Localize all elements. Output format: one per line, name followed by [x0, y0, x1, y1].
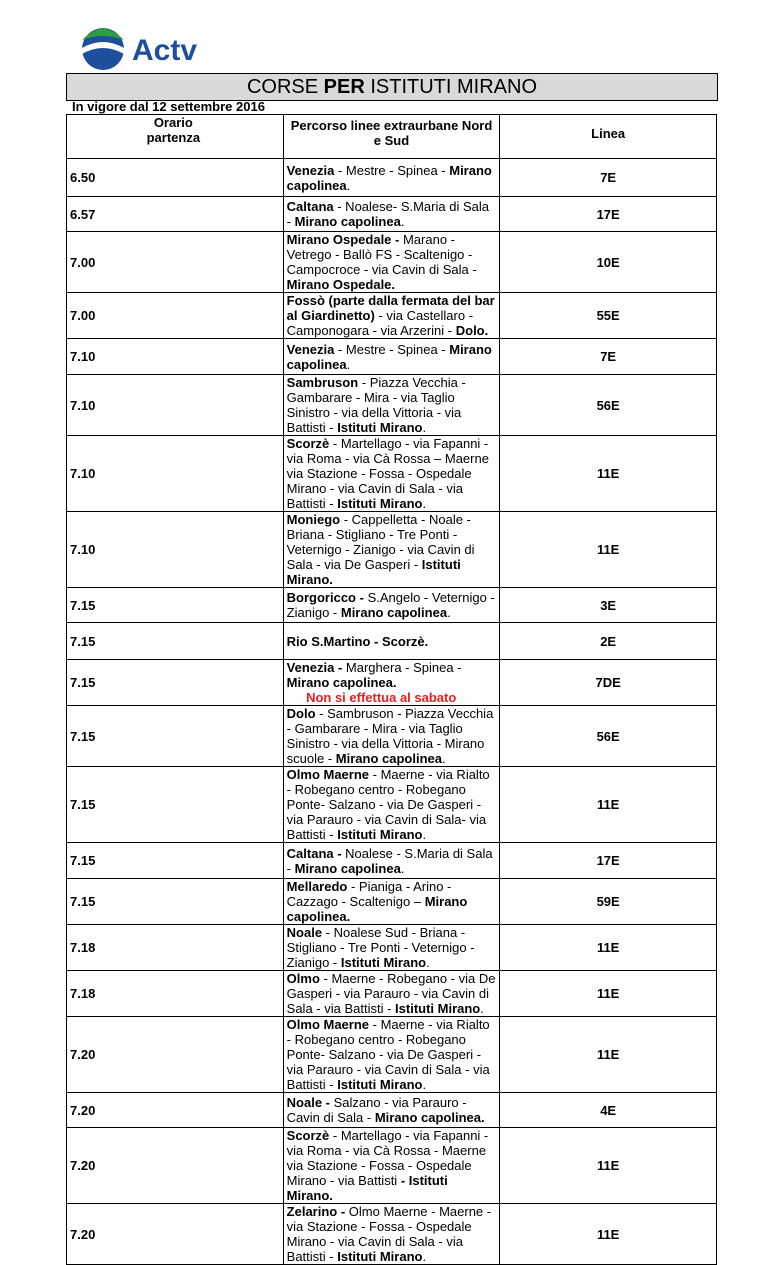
table-row [67, 197, 717, 232]
table-row [67, 925, 717, 971]
col-line-header: Linea [500, 115, 717, 159]
route-description: Scorzè - Martellago - via Fapanni - via Roma - via Cà Rossa – Maerne via Stazione - Fossa - Ospedale Mirano - via Cavin di Sala - via Battisti - Istituti Mirano. [283, 436, 500, 512]
table-row [67, 375, 717, 436]
timetable [66, 114, 717, 1265]
line-code: 56E [500, 706, 717, 767]
departure-time: 7.20 [67, 1017, 284, 1093]
route-description: Rio S.Martino - Scorzè. [283, 623, 500, 660]
table-row [67, 159, 717, 197]
departure-time: 7.18 [67, 971, 284, 1017]
table-row [67, 512, 717, 588]
route-description: Olmo Maerne - Maerne - via Rialto - Robegano centro - Robegano Ponte- Salzano - via De Gasperi - via Parauro - via Cavin di Sala - via Battisti - Istituti Mirano. [283, 1017, 500, 1093]
table-row [67, 293, 717, 339]
departure-time: 7.15 [67, 767, 284, 843]
route-description: Sambruson - Piazza Vecchia - Gambarare - Mira - via Taglio Sinistro - via della Vittoria - via Battisti - Istituti Mirano. [283, 375, 500, 436]
departure-time: 7.15 [67, 588, 284, 623]
table-row [67, 767, 717, 843]
departure-time: 6.50 [67, 159, 284, 197]
departure-time: 7.10 [67, 339, 284, 375]
table-row [67, 843, 717, 879]
line-code: 55E [500, 293, 717, 339]
route-description: Mellaredo - Pianiga - Arino - Cazzago - Scaltenigo – Mirano capolinea. [283, 879, 500, 925]
departure-time: 7.15 [67, 879, 284, 925]
line-code: 59E [500, 879, 717, 925]
route-description: Venezia - Mestre - Spinea - Mirano capolinea. [283, 159, 500, 197]
table-row [67, 660, 717, 706]
route-description: Olmo Maerne - Maerne - via Rialto - Robegano centro - Robegano Ponte- Salzano - via De Gasperi - via Parauro - via Cavin di Sala- via Battisti - Istituti Mirano. [283, 767, 500, 843]
departure-time: 7.10 [67, 512, 284, 588]
line-code: 7DE [500, 660, 717, 706]
line-code: 2E [500, 623, 717, 660]
line-code: 11E [500, 971, 717, 1017]
table-row [67, 339, 717, 375]
table-row [67, 623, 717, 660]
departure-time: 7.18 [67, 925, 284, 971]
departure-time: 7.20 [67, 1093, 284, 1128]
col-time-header: Orario partenza [67, 115, 284, 159]
line-code: 7E [500, 159, 717, 197]
route-description: Noale - Salzano - via Parauro - Cavin di Sala - Mirano capolinea. [283, 1093, 500, 1128]
line-code: 11E [500, 436, 717, 512]
departure-time: 7.00 [67, 232, 284, 293]
route-description: Dolo - Sambruson - Piazza Vecchia - Gambarare - Mira - via Taglio Sinistro - via della Vittoria - Mirano scuole - Mirano capolinea. [283, 706, 500, 767]
table-row [67, 1204, 717, 1265]
line-code: 11E [500, 1128, 717, 1204]
line-code: 17E [500, 197, 717, 232]
departure-time: 7.15 [67, 843, 284, 879]
table-row [67, 1093, 717, 1128]
departure-time: 7.15 [67, 706, 284, 767]
logo-text: Actv [132, 34, 198, 67]
actv-logo [80, 26, 215, 72]
line-code: 7E [500, 339, 717, 375]
route-description: Caltana - Noalese - S.Maria di Sala - Mirano capolinea. [283, 843, 500, 879]
line-code: 11E [500, 925, 717, 971]
route-description: Noale - Noalese Sud - Briana - Stigliano - Tre Ponti - Veternigo - Zianigo - Istituti Mirano. [283, 925, 500, 971]
route-description: Olmo - Maerne - Robegano - via De Gasperi - via Parauro - via Cavin di Sala - via Battisti - Istituti Mirano. [283, 971, 500, 1017]
departure-time: 7.10 [67, 375, 284, 436]
route-description: Venezia - Mestre - Spinea - Mirano capolinea. [283, 339, 500, 375]
line-code: 11E [500, 1017, 717, 1093]
line-code: 56E [500, 375, 717, 436]
departure-time: 7.10 [67, 436, 284, 512]
route-description: Moniego - Cappelletta - Noale - Briana - Stigliano - Tre Ponti - Veternigo - Zianigo - via Cavin di Sala - via De Gasperi - Istituti Mirano. [283, 512, 500, 588]
table-row [67, 706, 717, 767]
route-description: Scorzè - Martellago - via Fapanni - via Roma - via Cà Rossa - Maerne via Stazione - Fossa - Ospedale Mirano - via Battisti - Istituti Mirano. [283, 1128, 500, 1204]
departure-time: 7.20 [67, 1204, 284, 1265]
table-row [67, 232, 717, 293]
departure-time: 6.57 [67, 197, 284, 232]
route-description: Caltana - Noalese- S.Maria di Sala - Mirano capolinea. [283, 197, 500, 232]
line-code: 17E [500, 843, 717, 879]
line-code: 10E [500, 232, 717, 293]
table-row [67, 588, 717, 623]
table-row [67, 436, 717, 512]
page-title: CORSE PER ISTITUTI MIRANO [66, 73, 718, 101]
table-row [67, 1128, 717, 1204]
departure-time: 7.15 [67, 660, 284, 706]
route-description: Mirano Ospedale - Marano - Vetrego - Ballò FS - Scaltenigo - Campocroce - via Cavin di Sala - Mirano Ospedale. [283, 232, 500, 293]
table-row [67, 1017, 717, 1093]
route-description: Borgoricco - S.Angelo - Veternigo - Zianigo - Mirano capolinea. [283, 588, 500, 623]
col-route-header: Percorso linee extraurbane Nord e Sud [283, 115, 500, 159]
line-code: 11E [500, 767, 717, 843]
route-description: Fossò (parte dalla fermata del bar al Giardinetto) - via Castellaro - Camponogara - via Arzerini - Dolo. [283, 293, 500, 339]
departure-time: 7.20 [67, 1128, 284, 1204]
line-code: 11E [500, 1204, 717, 1265]
line-code: 4E [500, 1093, 717, 1128]
validity-note: In vigore dal 12 settembre 2016 [72, 99, 265, 114]
departure-time: 7.00 [67, 293, 284, 339]
table-row [67, 879, 717, 925]
departure-time: 7.15 [67, 623, 284, 660]
route-description: Zelarino - Olmo Maerne - Maerne - via Stazione - Fossa - Ospedale Mirano - via Cavin di Sala - via Battisti - Istituti Mirano. [283, 1204, 500, 1265]
saturday-note: Non si effettua al sabato [306, 690, 457, 705]
line-code: 3E [500, 588, 717, 623]
line-code: 11E [500, 512, 717, 588]
route-description: Venezia - Marghera - Spinea - Mirano capolinea. Non si effettua al sabato [283, 660, 500, 706]
